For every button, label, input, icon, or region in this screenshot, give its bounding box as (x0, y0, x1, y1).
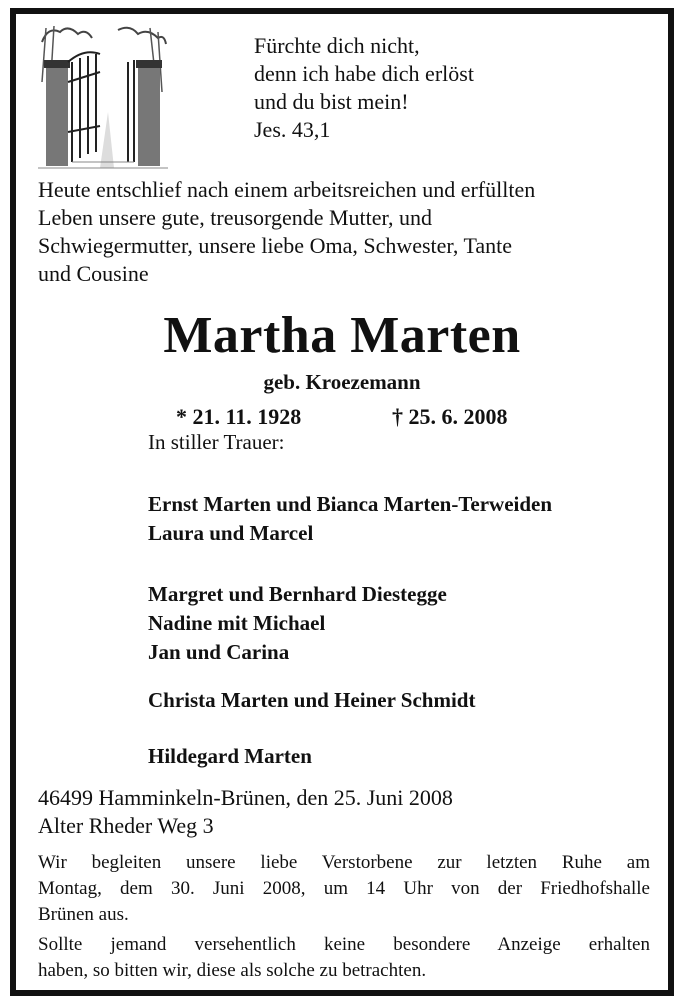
family-group (148, 490, 552, 548)
verse-line: denn ich habe dich erlöst (254, 61, 474, 86)
birth-name: geb. Kroezemann (263, 370, 421, 394)
intro-line: Schwiegermutter, unsere liebe Oma, Schwester, Tante (38, 233, 513, 258)
note-line: Sollte jemand versehentlich keine besondere Anzeige erhalten (38, 934, 650, 955)
burial-line: Wir begleiten unsere liebe Verstorbene zur letzten Ruhe am (38, 852, 650, 873)
verse-line: Fürchte dich nicht, (254, 33, 420, 58)
family-member-line: Jan und Carina (148, 640, 290, 664)
note-line: haben, so bitten wir, diese als solche zu betrachten. (38, 960, 427, 981)
place-and-date: 46499 Hamminkeln-Brünen, den 25. Juni 2008 (38, 785, 453, 810)
family-group (148, 742, 312, 771)
closing-note (38, 932, 650, 984)
family-member-line: Margret und Bernhard Diestegge (148, 582, 447, 606)
obituary-notice (10, 8, 674, 996)
street-address: Alter Rheder Weg 3 (38, 813, 214, 838)
family-member-line: Ernst Marten und Bianca Marten-Terweiden (148, 492, 553, 516)
burial-notice (38, 850, 650, 928)
family-group (148, 686, 475, 715)
intro-line: und Cousine (38, 261, 149, 286)
death-date: † 25. 6. 2008 (392, 404, 508, 429)
family-member-line: Hildegard Marten (148, 744, 312, 768)
address-block (38, 784, 453, 840)
burial-line: Montag, dem 30. Juni 2008, um 14 Uhr von der Friedhofshalle (38, 878, 650, 899)
mourning-label: In stiller Trauer: (148, 430, 285, 454)
intro-line: Leben unsere gute, treusorgende Mutter, und (38, 205, 432, 230)
verse-reference: Jes. 43,1 (254, 117, 331, 142)
family-member-line: Christa Marten und Heiner Schmidt (148, 688, 476, 712)
intro-text (38, 176, 650, 288)
intro-line: Heute entschlief nach einem arbeitsreichen und erfüllten (38, 177, 536, 202)
family-member-line: Nadine mit Michael (148, 611, 326, 635)
family-group (148, 580, 447, 667)
deceased-name: Martha Marten (163, 307, 521, 364)
family-member-line: Laura und Marcel (148, 521, 314, 545)
birth-date: * 21. 11. 1928 (176, 404, 302, 429)
bible-verse (254, 32, 474, 144)
verse-line: und du bist mein! (254, 89, 409, 114)
burial-line: Brünen aus. (38, 904, 129, 925)
garden-gate-icon (38, 22, 168, 170)
